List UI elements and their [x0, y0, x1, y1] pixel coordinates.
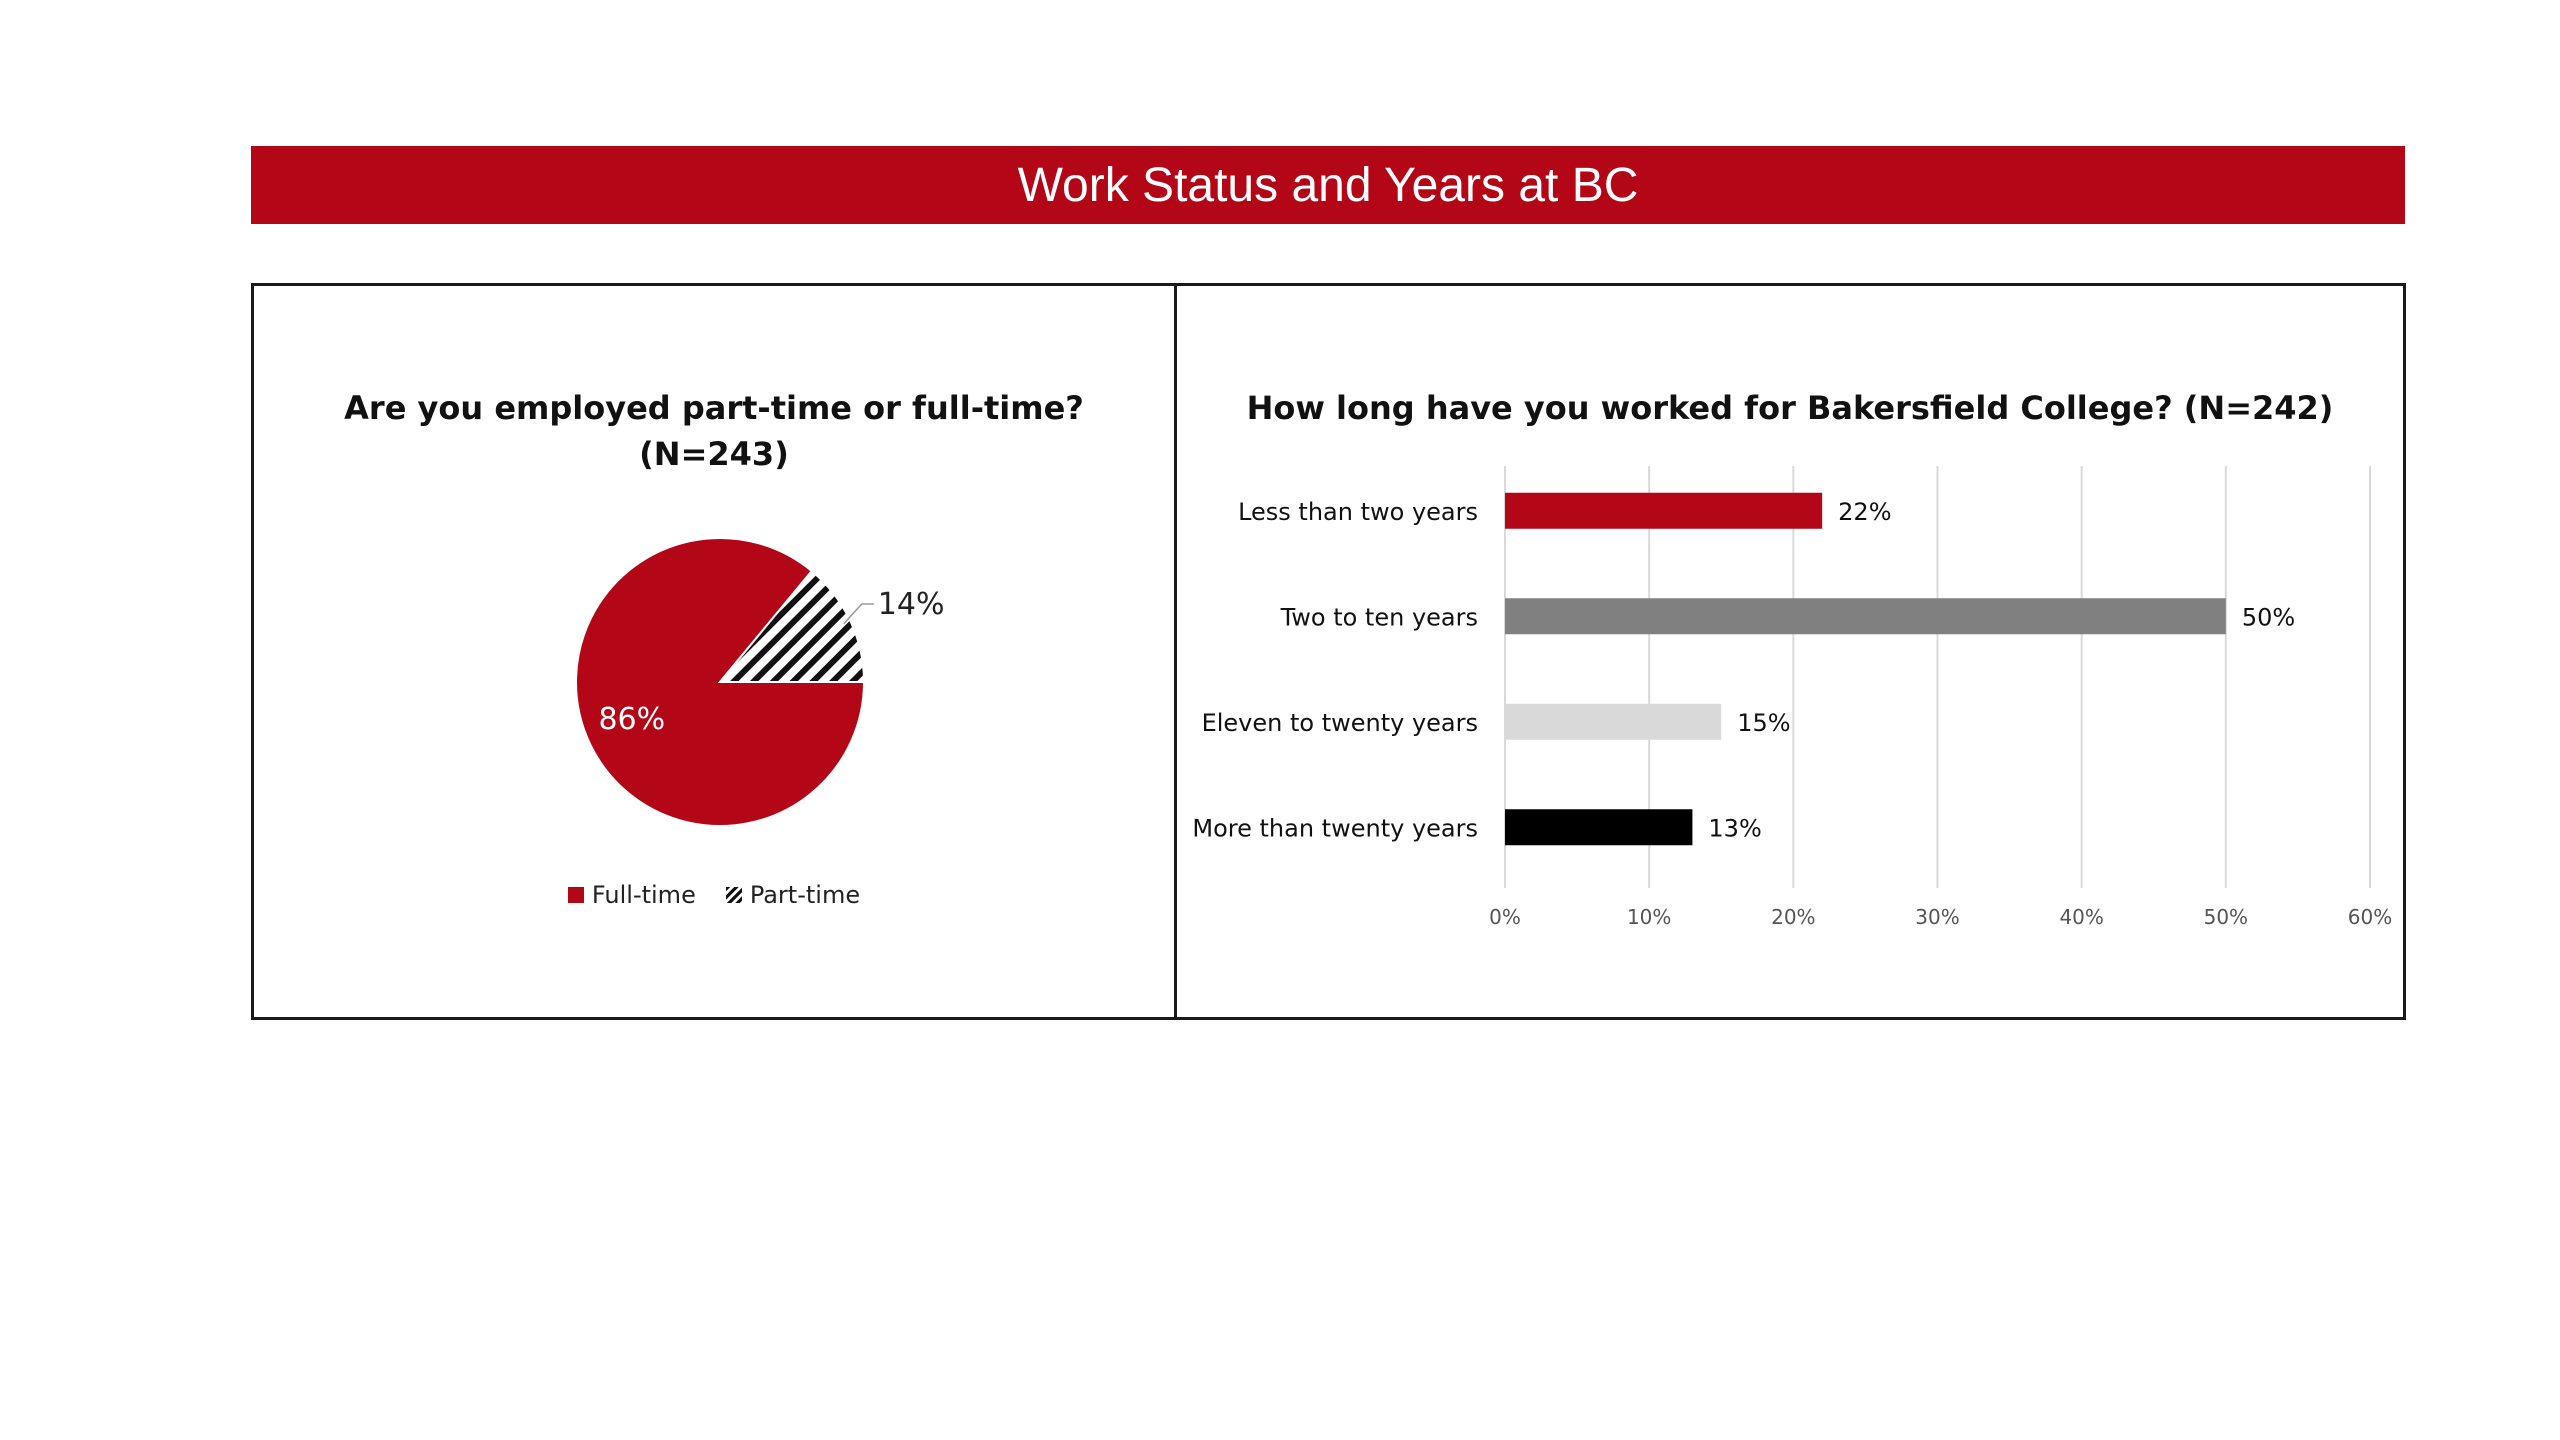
pie-chart [254, 286, 1174, 1023]
pie-label-full-time: 86% [598, 701, 666, 737]
bar-eleven-to-twenty-years [1505, 704, 1721, 740]
pie-chart-title: Are you employed part-time or full-time? [344, 389, 1084, 427]
bar-value-label-more-than-twenty-years: 13% [1708, 814, 1762, 843]
y-category-label-less-than-two-years: Less than two years [1238, 497, 1478, 526]
pie-legend [254, 881, 1174, 909]
pie-chart-panel [251, 283, 1177, 1020]
x-tick-label: 40% [2059, 905, 2104, 929]
page-title: Work Status and Years at BC [1017, 158, 1639, 212]
bar-value-label-less-than-two-years: 22% [1838, 497, 1892, 526]
page-title-banner [251, 146, 2405, 224]
bar-less-than-two-years [1505, 493, 1822, 529]
bar-value-label-eleven-to-twenty-years: 15% [1737, 708, 1791, 737]
y-category-label-more-than-twenty-years: More than twenty years [1192, 814, 1478, 843]
legend-item-part-time [726, 881, 860, 909]
bar-more-than-twenty-years [1505, 809, 1692, 845]
pie-label-part-time: 14% [877, 587, 945, 622]
x-tick-label: 10% [1626, 905, 1672, 929]
x-tick-label: 20% [1771, 905, 1816, 929]
bar-chart-title: How long have you worked for Bakersfield College? (N=242) [1246, 389, 2334, 427]
legend-swatch-part-time [726, 887, 742, 903]
x-tick-label: 60% [2347, 905, 2393, 929]
bar-two-to-ten-years [1505, 598, 2226, 634]
bar-value-label-two-to-ten-years: 50% [2241, 603, 2296, 632]
x-tick-label: 0% [1489, 905, 1521, 929]
legend-item-full-time [568, 881, 696, 909]
x-tick-label: 30% [1915, 905, 1960, 929]
x-tick-label: 50% [2203, 905, 2249, 929]
pie-chart-subtitle: (N=243) [639, 435, 789, 473]
legend-label-full-time: Full-time [591, 881, 696, 909]
legend-swatch-full-time [568, 887, 584, 903]
bar-chart-panel [1174, 283, 2406, 1020]
y-category-label-eleven-to-twenty-years: Eleven to twenty years [1201, 708, 1478, 737]
legend-label-part-time: Part-time [749, 881, 861, 909]
y-category-label-two-to-ten-years: Two to ten years [1280, 603, 1478, 632]
bar-chart [1177, 286, 2403, 1023]
